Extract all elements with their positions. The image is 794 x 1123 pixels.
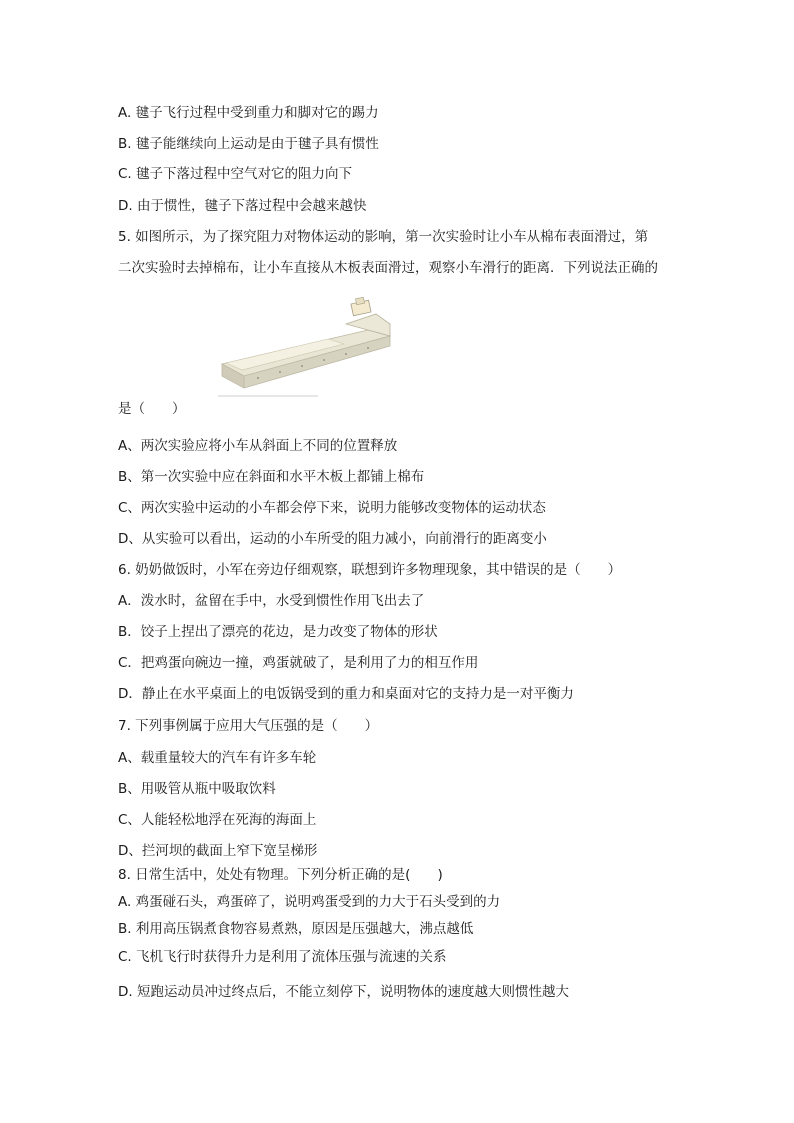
q8-option-a: A. 鸡蛋碰石头，鸡蛋碎了，说明鸡蛋受到的力大于石头受到的力 — [118, 894, 501, 910]
q7-option-c: C、人能轻松地浮在死海的海面上 — [118, 812, 317, 828]
q6-option-b: B．饺子上捏出了漂亮的花边，是力改变了物体的形状 — [118, 624, 438, 640]
incline-ramp-figure — [218, 296, 398, 406]
q7-option-a: A、载重量较大的汽车有许多车轮 — [118, 750, 317, 766]
q6-option-a: A．泼水时，盆留在手中，水受到惯性作用飞出去了 — [118, 593, 425, 609]
q6-option-c: C．把鸡蛋向碗边一撞，鸡蛋就破了，是利用了力的相互作用 — [118, 655, 479, 671]
q5-option-a: A、两次实验应将小车从斜面上不同的位置释放 — [118, 438, 398, 454]
q8-option-b: B. 利用高压锅煮食物容易煮熟，原因是压强越大，沸点越低 — [118, 921, 474, 937]
q6-option-d: D．静止在水平桌面上的电饭锅受到的重力和桌面对它的支持力是一对平衡力 — [118, 686, 574, 702]
q7-option-d: D、拦河坝的截面上窄下宽呈梯形 — [118, 843, 318, 859]
q5-option-c: C、两次实验中运动的小车都会停下来，说明力能够改变物体的运动状态 — [118, 500, 546, 516]
q7-stem: 7. 下列事例属于应用大气压强的是（ ） — [118, 718, 379, 734]
q5-option-d: D、从实验可以看出，运动的小车所受的阻力减小，向前滑行的距离变小 — [118, 531, 547, 547]
q5-stem-line2: 二次实验时去掉棉布，让小车直接从木板表面滑过，观察小车滑行的距离．下列说法正确的 — [118, 260, 658, 276]
q5-stem-line3: 是（ ） — [118, 401, 186, 417]
q8-stem: 8. 日常生活中，处处有物理。下列分析正确的是( ) — [118, 867, 443, 883]
q4-option-b: B. 毽子能继续向上运动是由于毽子具有惯性 — [118, 136, 379, 152]
q4-option-d: D. 由于惯性，毽子下落过程中会越来越快 — [118, 198, 367, 214]
q8-option-d: D. 短跑运动员冲过终点后，不能立刻停下，说明物体的速度越大则惯性越大 — [118, 984, 569, 1000]
q5-option-b: B、第一次实验中应在斜面和水平木板上都铺上棉布 — [118, 469, 425, 485]
q5-stem-line1: 5. 如图所示，为了探究阻力对物体运动的影响，第一次实验时让小车从棉布表面滑过，第 — [118, 229, 649, 245]
q7-option-b: B、用吸管从瓶中吸取饮料 — [118, 781, 276, 797]
q4-option-a: A. 毽子飞行过程中受到重力和脚对它的踢力 — [118, 105, 379, 121]
q6-stem: 6. 奶奶做饭时，小军在旁边仔细观察，联想到许多物理现象，其中错误的是（ ） — [118, 562, 622, 578]
q4-option-c: C. 毽子下落过程中空气对它的阻力向下 — [118, 166, 353, 182]
q8-option-c: C. 飞机飞行时获得升力是利用了流体压强与流速的关系 — [118, 949, 447, 965]
